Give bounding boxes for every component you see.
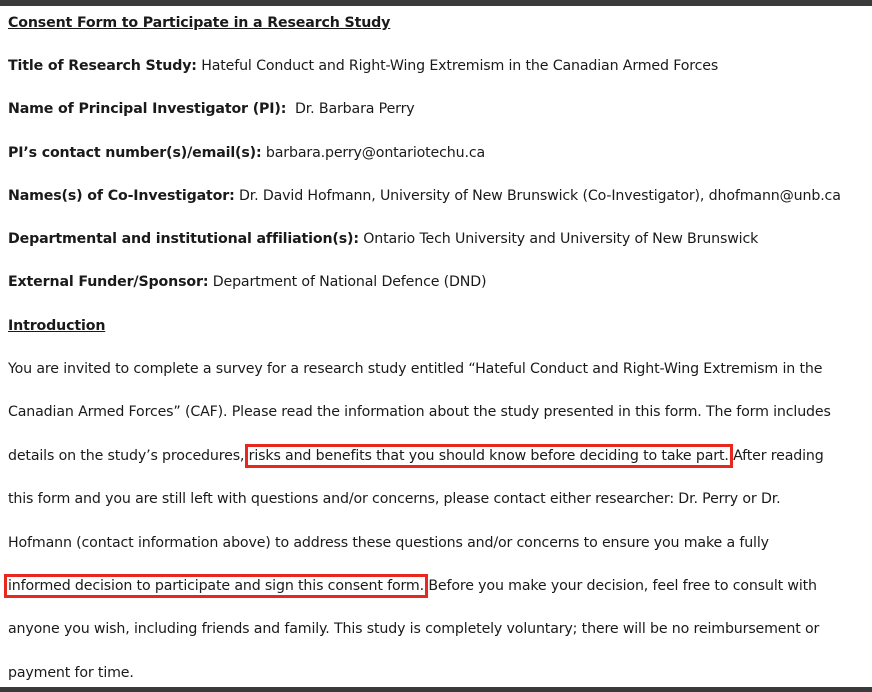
field-value: Dr. Barbara Perry — [286, 101, 415, 117]
field-label: PI’s contact number(s)/email(s): — [8, 145, 262, 161]
field-value: Dr. David Hofmann, University of New Brunswick (Co-Investigator), dhofmann@unb.ca — [234, 188, 841, 204]
field-value: Ontario Tech University and University of New Brunswick — [358, 231, 759, 247]
field-study-title — [8, 56, 718, 76]
form-heading: Consent Form to Participate in a Research Study — [8, 15, 391, 31]
field-value: barbara.perry@ontariotechu.ca — [261, 145, 486, 161]
intro-text: details on the study’s procedures, — [8, 448, 249, 464]
top-frame-bar — [0, 0, 872, 6]
bottom-frame-bar — [0, 687, 872, 692]
field-principal-investigator — [8, 99, 415, 119]
field-value: Department of National Defence (DND) — [208, 274, 487, 290]
intro-line: payment for time. — [8, 665, 134, 681]
field-label: Departmental and institutional affiliation(s): — [8, 231, 359, 247]
field-label: Names(s) of Co-Investigator: — [8, 188, 235, 204]
field-co-investigator — [8, 186, 841, 206]
highlighted-consent-text: informed decision to participate and sign this consent form. — [8, 578, 424, 594]
field-label: External Funder/Sponsor: — [8, 274, 209, 290]
intro-line: anyone you wish, including friends and family. This study is completely voluntary; there will be no reimbursement or — [8, 621, 820, 637]
intro-line: Hofmann (contact information above) to address these questions and/or concerns to ensure you make a fully — [8, 535, 769, 551]
intro-line — [8, 446, 824, 466]
introduction-heading: Introduction — [8, 318, 106, 334]
field-affiliation — [8, 229, 758, 249]
field-pi-contact — [8, 143, 485, 163]
intro-text: After reading — [728, 448, 824, 464]
field-value: Hateful Conduct and Right-Wing Extremism in the Canadian Armed Forces — [196, 58, 719, 74]
intro-line: Canadian Armed Forces” (CAF). Please read the information about the study presented in this form. The form includes — [8, 404, 831, 420]
intro-line — [8, 576, 817, 596]
field-funder — [8, 272, 486, 292]
field-label: Name of Principal Investigator (PI): — [8, 101, 287, 117]
intro-line: this form and you are still left with questions and/or concerns, please contact either researcher: Dr. Perry or Dr. — [8, 491, 781, 507]
field-label: Title of Research Study: — [8, 58, 197, 74]
intro-text: Before you make your decision, feel free to consult with — [423, 578, 817, 594]
highlighted-risks-text: risks and benefits that you should know before deciding to take part. — [248, 448, 729, 464]
intro-line: You are invited to complete a survey for a research study entitled “Hateful Conduct and Right-Wing Extremism in the — [8, 361, 823, 377]
